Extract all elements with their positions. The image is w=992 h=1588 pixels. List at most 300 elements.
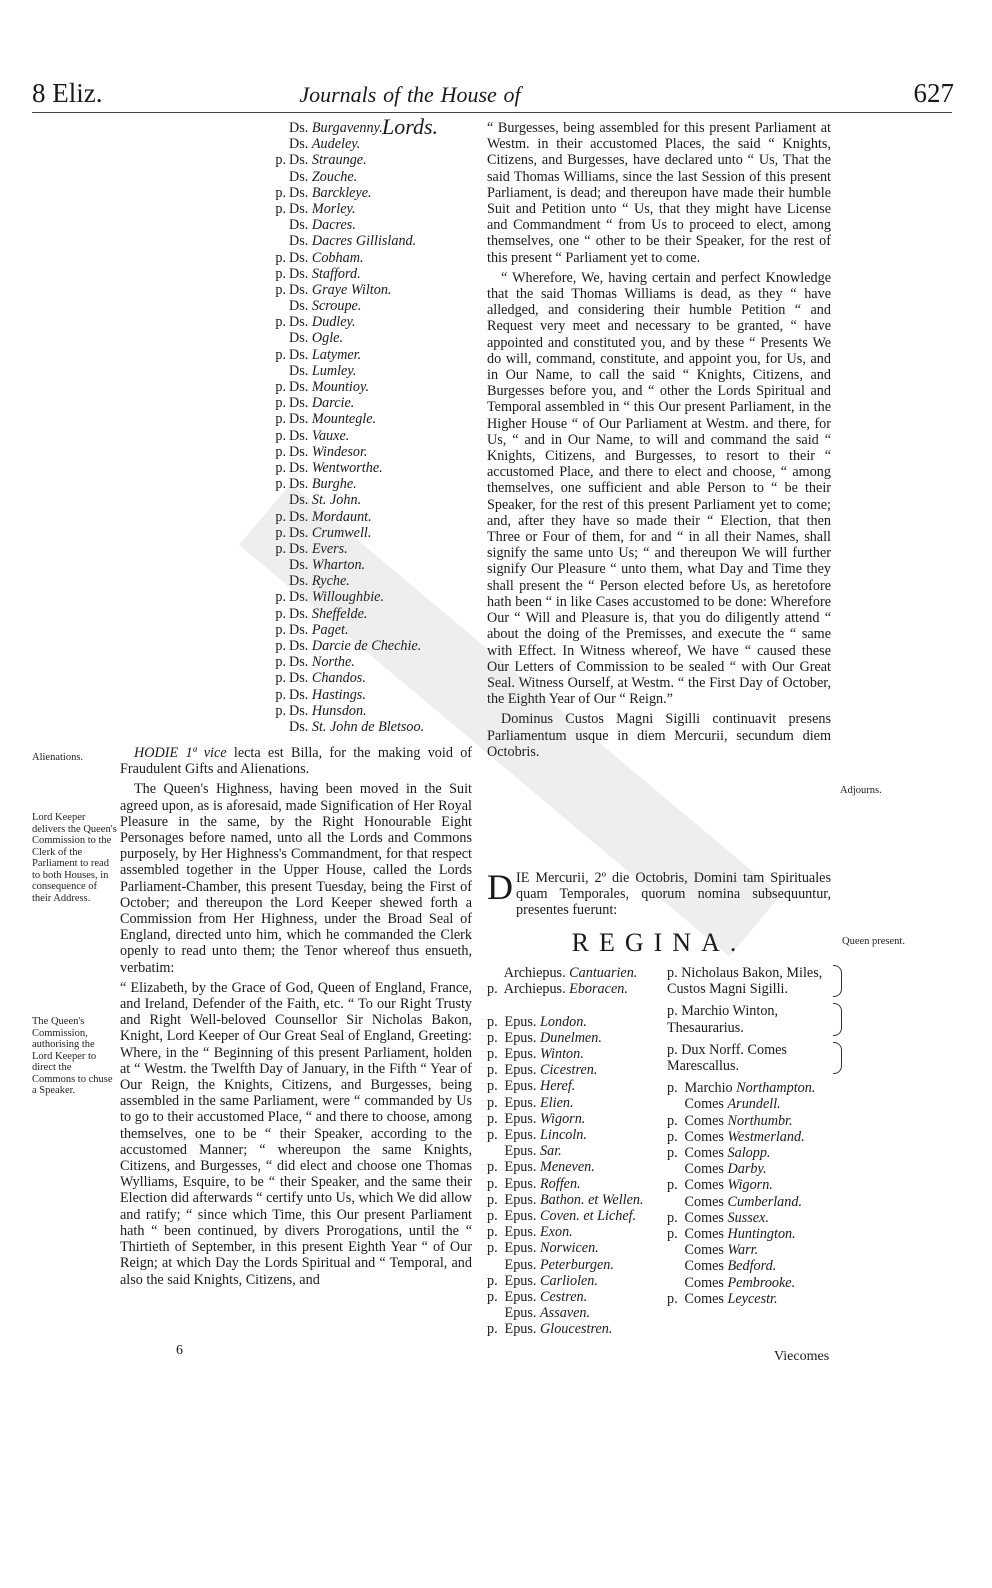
lord-name: Vauxe. [311, 427, 350, 444]
lord-title: Ds. [289, 654, 312, 671]
lord-entry [262, 654, 482, 670]
header-word: Journals [299, 82, 377, 107]
presence-mark: p. [487, 981, 498, 998]
presence-mark: p. [275, 702, 286, 719]
attendee-entry [667, 1096, 842, 1112]
attendee-title: Epus. [501, 1159, 541, 1176]
lord-name: Cobham. [311, 249, 364, 266]
attendee-see: Norwicen. [540, 1240, 599, 1257]
attendee-entry [667, 1210, 842, 1226]
attendee-title: Epus. [501, 1321, 541, 1338]
attendee-title: Epus. [501, 1272, 541, 1289]
presence-mark: p. [487, 1159, 498, 1176]
lord-title: Ds. [289, 281, 312, 298]
attendee-title: Archiepus. [501, 981, 570, 998]
lord-name: Dacres Gillisland. [311, 233, 417, 250]
attendee-entry [487, 1078, 667, 1094]
officer-entry [667, 965, 842, 997]
presence-mark: p. [667, 1128, 678, 1145]
lord-title: Ds. [289, 314, 312, 331]
attendee-title-name: Sussex. [727, 1209, 769, 1226]
attendee-title-name: Northumbr. [727, 1112, 793, 1129]
officer-text: p. Dux Norff. Comes Marescallus. [667, 1041, 787, 1075]
lord-name: Northe. [311, 654, 355, 671]
lord-name: Ogle. [311, 330, 344, 347]
attendee-see: Exon. [540, 1224, 573, 1241]
lord-title: Ds. [289, 200, 312, 217]
presence-mark: p. [275, 589, 286, 606]
margin-note-keeper: Lord Keeper delivers the Queen's Commission to the Clerk of the Parliament to read to both Houses, in consequence of their Address. [32, 812, 117, 904]
lord-title: Ds. [289, 492, 312, 509]
attendee-entry [667, 1161, 842, 1177]
sitting-date-text: IE Mercurii, 2º die Octobris, Domini tam Spirituales quam Temporales, quorum nomina subsequuntur, presentes fuerunt: [516, 870, 831, 919]
attendee-title-name: Northampton. [736, 1080, 816, 1097]
presence-mark: p. [275, 638, 286, 654]
lord-entry [262, 476, 482, 492]
attendee-see: Sar. [540, 1143, 562, 1160]
attendee-title: Epus. [501, 1240, 541, 1257]
lord-name: Wentworthe. [311, 459, 383, 476]
attendee-entry [667, 1275, 842, 1291]
lord-name: Burgavenny. [311, 120, 383, 136]
presence-mark: p. [275, 670, 286, 687]
lord-title: Ds. [289, 540, 312, 557]
attendee-entry [487, 1030, 667, 1046]
attendee-see: Gloucestren. [540, 1321, 613, 1338]
lord-title: Ds. [289, 330, 312, 347]
lord-title: Ds. [289, 184, 312, 201]
attendee-entry [487, 1240, 667, 1256]
lord-entry [262, 120, 482, 136]
presence-mark: p. [487, 1208, 498, 1225]
lord-entry [262, 541, 482, 557]
lord-name: Latymer. [311, 346, 362, 363]
attendee-see: Meneven. [540, 1159, 595, 1176]
attendee-title: Comes [681, 1128, 728, 1145]
lord-title: Ds. [289, 411, 312, 428]
presence-mark: p. [275, 621, 286, 638]
attendee-title: Comes [681, 1112, 728, 1129]
lord-name: Ryche. [311, 573, 350, 590]
lord-title: Ds. [289, 638, 312, 654]
presence-mark: p. [487, 1175, 498, 1192]
officer-text: p. Nicholaus Bakon, Miles, Custos Magni Sigilli. [667, 965, 823, 998]
lord-name: St. John de Bletsoo. [311, 718, 425, 735]
attendee-title: Comes [681, 1193, 728, 1210]
attendee-title: Epus. [501, 1208, 541, 1225]
presence-mark: p. [275, 524, 286, 541]
presence-mark: p. [275, 200, 286, 217]
lord-name: Hunsdon. [311, 702, 367, 719]
presence-mark: p. [275, 686, 286, 703]
attendee-title: Epus. [501, 1224, 541, 1241]
lord-entry [262, 719, 482, 735]
lord-name: St. John. [311, 492, 362, 509]
officer-entry [667, 1003, 842, 1035]
lord-name: Lumley. [311, 362, 357, 379]
lord-title: Ds. [289, 508, 312, 525]
attendee-entry [667, 1291, 842, 1307]
presence-mark: p. [275, 443, 286, 460]
attendee-title: Comes [681, 1226, 728, 1243]
header-word: House [440, 82, 497, 107]
lord-entry [262, 185, 482, 201]
left-column-text [120, 745, 472, 1292]
lord-title: Ds. [289, 718, 312, 735]
commission-text-paragraph: “ Elizabeth, by the Grace of God, Queen of England, France, and Ireland, Defender of the Faith, etc. “ To our Right Trusty and Right Well-beloved Counsellor Sir Nicholas Bakon, Knight, Lord Keeper of Our Great Seal of England, Greeting: Where, in the “ Beginning of this present Parliament, holden at “ Westm. the Twelfth Day of January, in the Fifth “ Year of Our Reign, the Knights, Citizens, and Burgesses, being assembled in the same Parliament, were “ commanded by Us to go to their accustomed Place, “ and there to choose, among themselves, one to be “ their Speaker, according to the accustomed Manner; “ whereupon the same Knights, Citizens, and Burgesses, “ did elect and choose one Thomas Wylliams, Esquire, to be “ their Speaker, and the same their Election did afterwards “ certify unto Us, which We did allow and ratify; “ since which Time, this Our present Parliament hath “ been continued, by divers Prorogations, until the “ Thirtieth of September, in this present Eighth Year “ of Our Reign; at which Day the Lords Spiritual and “ Temporal, and also the said Knights, Citizens, and [120, 979, 472, 1288]
lord-entry [262, 363, 482, 379]
bill-reading-text: lecta est Billa, for the making void of Fraudulent Gifts and Alienations. [120, 745, 473, 778]
attendee-see: Bathon. et Wellen. [540, 1191, 644, 1208]
lord-name: Graye Wilton. [311, 281, 392, 298]
attendee-title-name: Salopp. [727, 1145, 771, 1162]
attendee-entry [487, 1062, 667, 1078]
bill-reading-paragraph [120, 745, 472, 777]
lord-entry [262, 314, 482, 330]
attendee-entry [487, 1176, 667, 1192]
attendee-see: Peterburgen. [540, 1256, 614, 1273]
attendee-entry [487, 1257, 667, 1273]
attendee-entry [667, 1194, 842, 1210]
header-word: Lords. [381, 114, 439, 139]
sitting-date-paragraph [487, 867, 831, 919]
lord-name: Mountioy. [311, 379, 370, 395]
presence-mark: p. [275, 476, 286, 493]
attendee-title: Epus. [501, 1127, 541, 1144]
attendee-title-name: Arundell. [727, 1096, 781, 1113]
attendee-entry [487, 965, 667, 981]
lord-entry [262, 509, 482, 525]
attendee-title: Comes [681, 1209, 728, 1226]
lord-entry [262, 152, 482, 168]
brace-mark [833, 1042, 842, 1074]
attendee-title: Comes [681, 1145, 728, 1162]
header-word: the [406, 82, 434, 107]
presence-mark: p. [487, 1062, 498, 1079]
attendee-title-name: Leycestr. [727, 1290, 778, 1307]
attendee-title: Epus. [501, 1191, 541, 1208]
lord-name: Straunge. [311, 152, 367, 169]
attendee-see: Roffen. [540, 1175, 581, 1192]
attendee-entry [487, 1224, 667, 1240]
lord-title: Ds. [289, 589, 312, 606]
presence-mark: p. [275, 314, 286, 331]
lord-name: Scroupe. [311, 298, 362, 315]
attendee-title: Epus. [501, 1143, 541, 1160]
adjournment-paragraph: Dominus Custos Magni Sigilli continuavit presens Parliamentum usque in diem Mercurii, secundum diem Octobris. [487, 711, 831, 760]
lord-title: Ds. [289, 670, 312, 687]
attendee-entry [487, 981, 667, 997]
presence-mark: p. [487, 1110, 498, 1127]
lord-name: Wharton. [311, 557, 366, 574]
presence-mark: p. [275, 379, 286, 395]
officer-entry [667, 1042, 842, 1074]
presence-mark: p. [487, 1321, 498, 1338]
lord-title: Ds. [289, 524, 312, 541]
attendance-list-right [667, 965, 842, 1307]
lord-entry [262, 266, 482, 282]
attendee-see: Cantuarien. [569, 965, 638, 981]
lord-title: Ds. [289, 605, 312, 622]
presence-mark: p. [275, 540, 286, 557]
attendee-see: London. [540, 1013, 587, 1030]
presence-mark: p. [667, 1290, 678, 1307]
lord-name: Morley. [311, 200, 356, 217]
lord-entry [262, 444, 482, 460]
header-word: of [383, 82, 401, 107]
attendee-title: Epus. [501, 1062, 541, 1079]
attendee-title: Epus. [501, 1029, 541, 1046]
lord-entry [262, 298, 482, 314]
lord-entry [262, 330, 482, 346]
lord-entry [262, 460, 482, 476]
attendee-entry [667, 1113, 842, 1129]
attendee-title: Epus. [501, 1094, 541, 1111]
lord-title: Ds. [289, 168, 312, 185]
brace-mark [833, 1003, 842, 1035]
lord-entry [262, 136, 482, 152]
presence-mark: p. [487, 1094, 498, 1111]
lord-entry [262, 557, 482, 573]
attendee-title-name: Cumberland. [727, 1193, 802, 1210]
attendee-see: Cicestren. [540, 1062, 598, 1079]
lord-name: Chandos. [311, 670, 366, 687]
attendee-entry [487, 1143, 667, 1159]
attendee-entry [487, 1273, 667, 1289]
lord-entry [262, 525, 482, 541]
lord-name: Zouche. [311, 168, 358, 185]
lord-entry [262, 347, 482, 363]
lord-entry [262, 428, 482, 444]
presence-mark: p. [275, 346, 286, 363]
lord-entry [262, 217, 482, 233]
attendee-entry [487, 1321, 667, 1337]
lord-title: Ds. [289, 136, 312, 153]
attendee-entry [487, 1305, 667, 1321]
attendee-title: Comes [681, 1274, 728, 1291]
lord-title: Ds. [289, 557, 312, 574]
lord-title: Ds. [289, 443, 312, 460]
attendee-see: Eboracen. [569, 981, 628, 998]
presence-mark: p. [275, 605, 286, 622]
attendee-entry [667, 1258, 842, 1274]
attendee-title-name: Westmerland. [727, 1128, 805, 1145]
attendee-title-name: Huntington. [727, 1226, 796, 1243]
lord-title: Ds. [289, 459, 312, 476]
lord-entry [262, 233, 482, 249]
presence-mark: p. [487, 1289, 498, 1306]
presence-mark: p. [275, 411, 286, 428]
attendee-title: Epus. [501, 1046, 541, 1063]
lord-name: Mountegle. [311, 411, 377, 428]
lord-title: Ds. [289, 573, 312, 590]
attendee-title-name: Pembrooke. [727, 1274, 796, 1291]
attendee-entry [487, 1095, 667, 1111]
attendee-see: Lincoln. [540, 1127, 587, 1144]
attendee-see: Wigorn. [540, 1110, 586, 1127]
presence-mark: p. [667, 1177, 678, 1194]
right-column-text [487, 120, 831, 764]
attendee-entry [487, 997, 667, 1013]
lord-title: Ds. [289, 702, 312, 719]
officer-text: p. Marchio Winton, Thesaurarius. [667, 1003, 779, 1036]
attendee-title: Comes [681, 1177, 728, 1194]
lord-title: Ds. [289, 298, 312, 315]
attendee-entry [667, 1226, 842, 1242]
lord-entry [262, 670, 482, 686]
attendee-title-name: Wigorn. [727, 1177, 773, 1194]
page-number: 627 [913, 78, 954, 108]
regina-heading: REGINA. [571, 928, 747, 957]
commission-continued-paragraph: “ Burgesses, being assembled for this present Parliament at Westm. in their accustomed Places, the said “ Knights, Citizens, and Burgesses, have declared unto “ Us, That the said Thomas Williams, since the last Session of this present Parliament, is dead; and thereupon have made their humble Suit and Petition unto “ Us, that they might have License and Commandment “ from Us to proceed to elect, among themselves, one “ other to be their Speaker, for the rest of this present “ Parliament yet to come. [487, 120, 831, 266]
lord-entry [262, 395, 482, 411]
header-regnal-year: 8 Eliz. [32, 78, 103, 108]
attendee-entry [487, 1127, 667, 1143]
lord-title: Ds. [289, 249, 312, 266]
lord-entry [262, 492, 482, 508]
margin-note-commission: The Queen's Commission, authorising the Lord Keeper to direct the Commons to chuse a Speaker. [32, 1016, 113, 1096]
presence-mark: p. [487, 1191, 498, 1208]
lord-entry [262, 282, 482, 298]
lord-title: Ds. [289, 395, 312, 412]
lord-title: Ds. [289, 265, 312, 282]
catchword: Viecomes [774, 1349, 830, 1364]
attendee-title-name: Warr. [727, 1242, 759, 1259]
margin-note-queen-present: Queen present. [842, 936, 905, 947]
attendee-title: Epus. [501, 1013, 541, 1030]
presence-mark: p. [275, 184, 286, 201]
attendee-title: Epus. [501, 1289, 541, 1306]
lord-entry [262, 606, 482, 622]
margin-note-alienations: Alienations. [32, 752, 84, 763]
lord-name: Burghe. [311, 476, 357, 493]
lord-name: Dudley. [311, 314, 356, 331]
presence-mark: p. [487, 1224, 498, 1241]
margin-note-adjourns: Adjourns. [840, 785, 882, 796]
lord-title: Ds. [289, 379, 312, 395]
lord-name: Windesor. [311, 443, 368, 460]
presence-mark: p. [667, 1145, 678, 1162]
lord-entry [262, 589, 482, 605]
hodie-word: HODIE [134, 745, 179, 761]
header-word: of [503, 82, 521, 107]
attendee-see: Coven. et Lichef. [540, 1208, 637, 1225]
lord-entry [262, 638, 482, 654]
attendee-entry [667, 1129, 842, 1145]
brace-mark [833, 965, 842, 997]
presence-mark: p. [487, 1046, 498, 1063]
lord-name: Darcie de Chechie. [311, 638, 422, 654]
attendee-entry [487, 1192, 667, 1208]
lord-name: Stafford. [311, 265, 361, 282]
attendee-see: Elien. [540, 1094, 574, 1111]
presence-mark: p. [487, 1029, 498, 1046]
attendee-title: Marchio [681, 1080, 737, 1097]
presence-mark: p. [667, 1209, 678, 1226]
attendee-title: Epus. [501, 1110, 541, 1127]
lord-title: Ds. [289, 217, 312, 234]
attendee-entry [667, 1242, 842, 1258]
lord-name: Crumwell. [311, 524, 372, 541]
presence-mark: p. [487, 1013, 498, 1030]
presence-mark: p. [275, 427, 286, 444]
attendee-title: Comes [681, 1096, 728, 1113]
attendee-entry [667, 1145, 842, 1161]
lord-title: Ds. [289, 120, 312, 136]
presence-mark: p. [487, 1240, 498, 1257]
lord-name: Dacres. [311, 217, 356, 234]
lord-name: Willoughbie. [311, 589, 384, 606]
presence-mark: p. [275, 395, 286, 412]
lord-title: Ds. [289, 346, 312, 363]
lord-name: Evers. [311, 540, 348, 557]
lord-name: Mordaunt. [311, 508, 372, 525]
presence-mark: p. [275, 249, 286, 266]
presence-mark: p. [275, 152, 286, 169]
lord-name: Hastings. [311, 686, 366, 703]
attendee-see: Heref. [540, 1078, 576, 1095]
signature-mark: 6 [176, 1343, 183, 1358]
attendee-entry [487, 1046, 667, 1062]
attendee-title: Epus. [501, 1078, 541, 1095]
lords-list [262, 120, 482, 735]
attendee-see: Winton. [540, 1046, 584, 1063]
presence-mark: p. [667, 1080, 678, 1097]
vice-word: 1ª vice [185, 745, 227, 761]
attendee-title: Comes [681, 1161, 728, 1178]
attendee-title-name: Darby. [727, 1161, 767, 1178]
attendee-entry [487, 1014, 667, 1030]
lord-entry [262, 622, 482, 638]
presence-mark: p. [487, 1127, 498, 1144]
header-rule [32, 112, 952, 113]
attendee-see: Cestren. [540, 1289, 588, 1306]
attendee-entry [667, 1177, 842, 1193]
lord-title: Ds. [289, 233, 312, 250]
lord-entry [262, 703, 482, 719]
presence-mark: p. [275, 265, 286, 282]
attendee-title: Comes [681, 1290, 728, 1307]
attendee-entry [487, 1111, 667, 1127]
queens-signification-paragraph: The Queen's Highness, having been moved in the Suit agreed upon, as is aforesaid, made Signification of Her Royal Pleasure in the same, by the Right Honourable Eight Personages before named, unto all the Lords and Commons purposely, by Her Highness's Commandment, for that respect assembled together in the Upper House, called the Lords Parliament-Chamber, this present Tuesday, being the First of October; and thereupon the Lord Keeper shewed forth a Commission from Her Highness, under the Broad Seal of England, directed unto him, which he commanded the Clerk openly to read unto them; the Tenor whereof thus ensueth, verbatim: [120, 781, 472, 976]
attendance-list-left [487, 965, 667, 1338]
lord-title: Ds. [289, 427, 312, 444]
presence-mark: p. [275, 459, 286, 476]
lord-name: Darcie. [311, 395, 355, 412]
attendee-title: Epus. [501, 1305, 541, 1322]
presence-mark: p. [275, 654, 286, 671]
presence-mark: p. [667, 1226, 678, 1243]
commission-wherefore-paragraph: “ Wherefore, We, having certain and perfect Knowledge that the said Thomas Williams is dead, as they “ have alledged, and considering their humble Petition “ and Request very meet and necessary to be granted, “ have appointed and constituted you, and by these “ Presents We do will, command, constitute, and appoint you, for Us, and in Our Name, to call the said “ Knights, Citizens, and Burgesses before you, and “ other the Lords Spiritual and Temporal assembled in “ this Our present Parliament, in the Higher House “ of Our Parliament at Westm. and there, for Us, “ and in Our Name, to will and command the said “ Knights, Citizens, and Burgesses, to resort to their “ accustomed Place, and there to elect and choose, “ among themselves, one sufficient and able Person to “ be their Speaker, for the rest of this present Parliament yet to come; and, after they have so made their “ Election, that then Three or Four of them, for and “ in all their Names, shall signify the same unto Us; “ and thereupon We will further signify Our Pleasure “ unto them, what Day and Time they shall present the “ Person elected before Us, as heretofore hath been “ in like Cases accustomed to be done: Wherefore Our “ Will and Pleasure is, that you do diligently attend “ about the doing of the Premisses, and execute the “ same with Effect. In Witness whereof, We have “ caused these Our Letters of Commission to be sealed “ with Our Great Seal. Witness Ourself, at Westm. “ the First Day of October, the Eighth Year of Our “ Reign.” [487, 269, 831, 708]
lord-entry [262, 250, 482, 266]
presence-mark: p. [275, 508, 286, 525]
attendee-entry [487, 1159, 667, 1175]
lord-entry [262, 573, 482, 589]
lord-entry [262, 169, 482, 185]
attendee-title: Epus. [501, 1175, 541, 1192]
presence-mark: p. [487, 1078, 498, 1095]
lord-title: Ds. [289, 621, 312, 638]
lord-title: Ds. [289, 152, 312, 169]
lord-name: Barckleye. [311, 184, 372, 201]
lord-name: Paget. [311, 621, 349, 638]
lord-entry [262, 201, 482, 217]
lord-entry [262, 411, 482, 427]
lord-name: Audeley. [311, 136, 361, 153]
attendee-see: Assaven. [540, 1305, 591, 1322]
attendee-title: Comes [681, 1242, 728, 1259]
lord-name: Sheffelde. [311, 605, 368, 622]
